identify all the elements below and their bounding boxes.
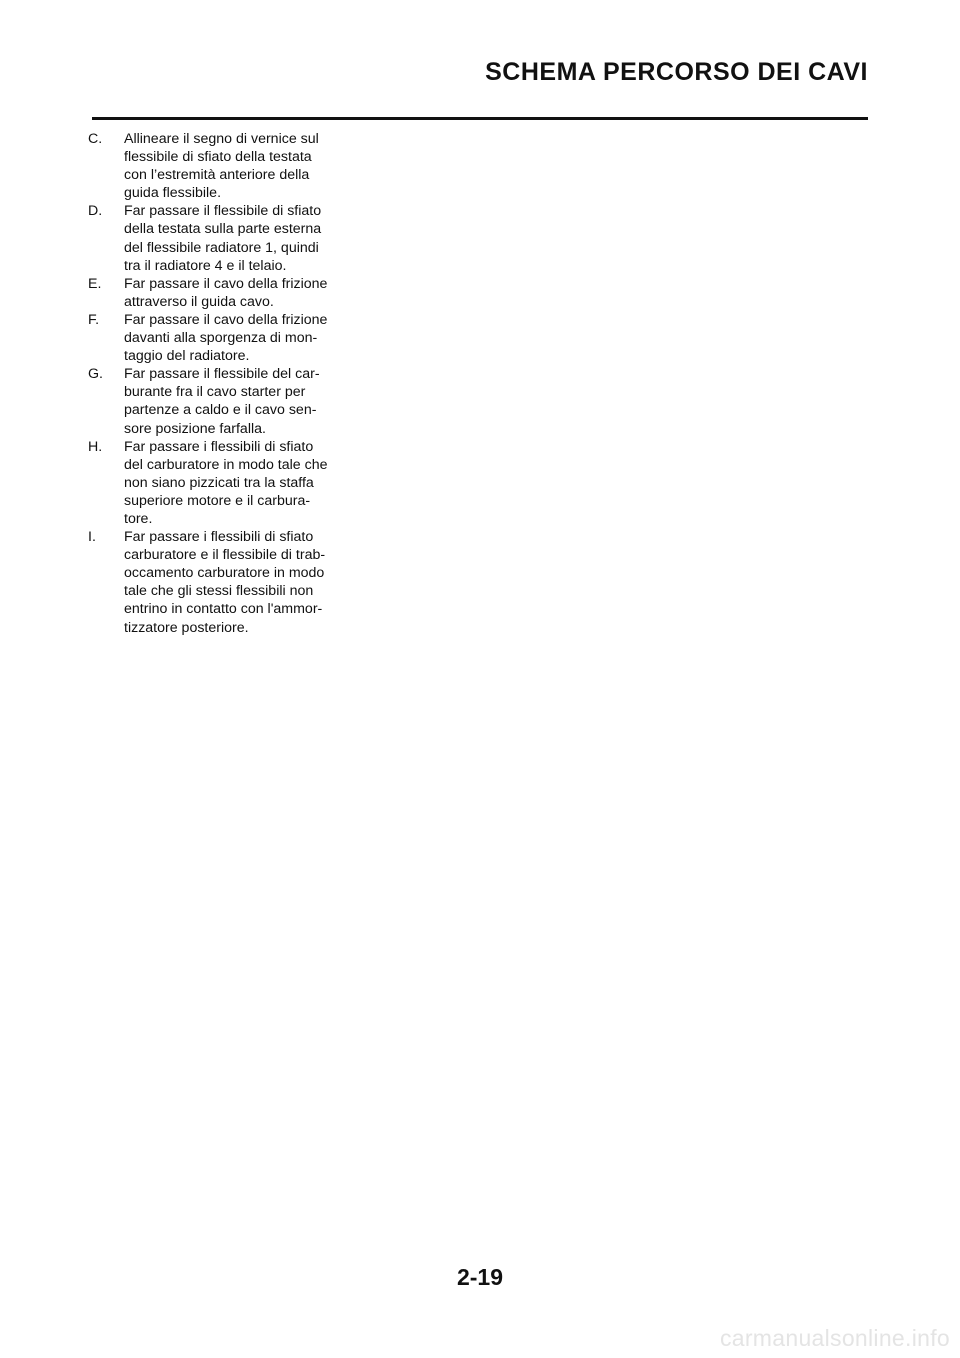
step-text: Allineare il segno di vernice sul flessibile di sfiato della testata con l’estremità anteriore della guida flessibile. bbox=[124, 131, 319, 202]
steps-list bbox=[88, 130, 338, 637]
step-text: Far passare i flessibili di sfiato carburatore e il flessibile di trab- occamento carburatore in modo tale che gli stessi flessibili non entrino in contatto con l'ammor- tizzatore posteriore. bbox=[124, 529, 326, 636]
page-number: 2-19 bbox=[456, 1264, 504, 1290]
page-title: SCHEMA PERCORSO DEI CAVI bbox=[485, 58, 868, 86]
step-item-d bbox=[88, 202, 338, 274]
step-text: Far passare il cavo della frizione attraverso il guida cavo. bbox=[124, 275, 328, 310]
step-item-h bbox=[88, 438, 338, 528]
step-item-i bbox=[88, 528, 338, 637]
watermark: carmanualsonline.info bbox=[719, 1325, 950, 1351]
step-item-f bbox=[88, 311, 338, 365]
title-rule bbox=[92, 117, 868, 120]
step-text: Far passare il cavo della frizione davanti alla sporgenza di mon- taggio del radiatore. bbox=[124, 311, 328, 365]
step-letter: H. bbox=[88, 438, 103, 455]
step-item-c bbox=[88, 130, 338, 202]
step-letter: I. bbox=[88, 529, 96, 546]
step-letter: F. bbox=[88, 311, 100, 328]
step-letter: D. bbox=[88, 203, 103, 220]
step-item-e bbox=[88, 275, 338, 311]
step-text: Far passare i flessibili di sfiato del carburatore in modo tale che non siano pizzicati tra la staffa superiore motore e il carbura- tore. bbox=[124, 438, 328, 527]
step-letter: E. bbox=[88, 275, 102, 292]
step-text: Far passare il flessibile del car- burante fra il cavo starter per partenze a caldo e il cavo sen- sore posizione farfalla. bbox=[124, 366, 320, 437]
step-text: Far passare il flessibile di sfiato della testata sulla parte esterna del flessibile radiatore 1, quindi tra il radiatore 4 e il telaio. bbox=[124, 203, 322, 274]
step-letter: C. bbox=[88, 131, 103, 147]
step-letter: G. bbox=[88, 366, 103, 383]
step-item-g bbox=[88, 365, 338, 437]
